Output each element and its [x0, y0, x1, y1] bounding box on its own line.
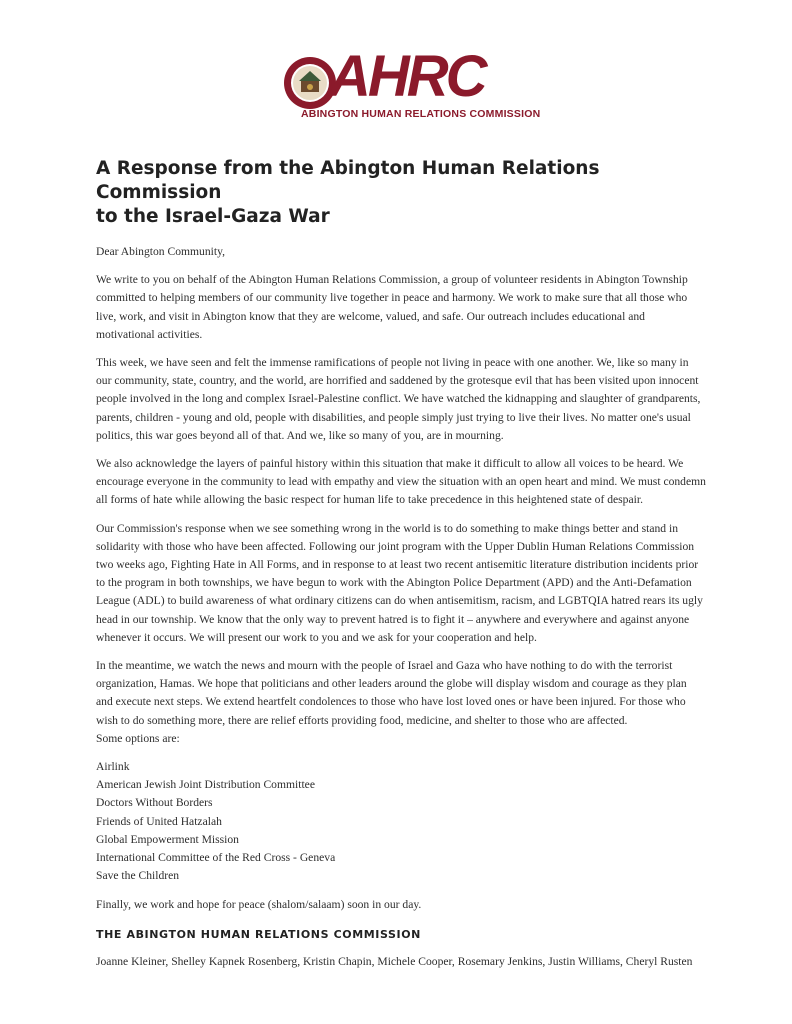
- paragraph-4: Our Commission's response when we see something wrong in the world is to do something to make things better and stand in solidarity with those who have been affected. Following our joint program with the Upper Dublin Human Relations Commission two weeks ago, Fighting Hate in All Forms, and in response to at least two recent antisemitic literature distribution incidents prior to the program in both townships, we have begun to work with the Abington Police Department (APD) and the Anti-Defamation League (ADL) to build awareness of what ordinary citizens can do when antisemitism, racism, and LGBTQIA hatred rears its ugly head in our township. We know that the only way to prevent hatred is to fight it – anywhere and everywhere and against anyone whenever it occurs. We will present our work to you and we ask for your cooperation and help.: [96, 521, 703, 644]
- title-line-1: A Response from the Abington Human Relations Commission: [96, 158, 600, 203]
- paragraph-2: This week, we have seen and felt the immense ramifications of people not living in peace with one another. We, like so many in our community, state, country, and the world, are horrified and saddened by the grotesque evil that has been visited upon innocent people involved in the long and complex Israel-Palestine conflict. We have watched the kidnapping and slaughter of grandparents, parents, children - young and old, people with disabilities, and people simply just trying to live their lives. No matter one's usual politics, this war goes beyond all of that. And we, like so many of you, are in mourning.: [96, 356, 701, 442]
- commission-members: Joanne Kleiner, Shelley Kapnek Rosenberg, Kristin Chapin, Michele Cooper, Rosemary Jenkins, Justin Williams, Cheryl Rusten: [96, 954, 693, 968]
- page-title: [96, 157, 706, 229]
- list-item: Airlink: [96, 760, 130, 774]
- paragraph-3: We also acknowledge the layers of painful history within this situation that make it difficult to allow all voices to be heard. We encourage everyone in the community to lead with empathy and view the situation with an open heart and mind. We must condemn all forms of hate while allowing the basic respect for human life to take precedence in this heightened state of despair.: [96, 457, 706, 507]
- relief-organizations-list: [96, 758, 706, 885]
- ahrc-logo: [283, 44, 541, 122]
- list-item: International Committee of the Red Cross - Geneva: [96, 851, 336, 865]
- paragraph-1: We write to you on behalf of the Abington Human Relations Commission, a group of volunteer residents in Abington Township committed to helping members of our community live together in peace and harmony. We work to make sure that all those who live, work, and visit in Abington know that they are welcome, valued, and safe. Our outreach includes educational and motivational activities.: [96, 273, 688, 341]
- logo-letters: AHRC: [329, 44, 485, 109]
- signature-title: THE ABINGTON HUMAN RELATIONS COMMISSION: [96, 927, 421, 941]
- logo-subtitle: ABINGTON HUMAN RELATIONS COMMISSION: [301, 108, 541, 120]
- options-intro: Some options are:: [96, 731, 180, 745]
- salutation: Dear Abington Community,: [96, 245, 226, 258]
- list-item: Doctors Without Borders: [96, 796, 213, 810]
- title-line-2: to the Israel-Gaza War: [96, 206, 330, 227]
- paragraph-5-text: In the meantime, we watch the news and mourn with the people of Israel and Gaza who have nothing to do with the terrorist organization, Hamas. We hope that politicians and other leaders around the globe will display wisdom and courage as they plan and execute next steps. We extend heartfelt condolences to those who have lost loved ones or have been injured. For those who wish to do something more, there are relief efforts providing food, medicine, and shelter to those who are affected.: [96, 659, 687, 727]
- paragraph-5: [96, 657, 706, 748]
- letter-body: [96, 157, 706, 971]
- list-item: American Jewish Joint Distribution Committee: [96, 778, 315, 792]
- list-item: Save the Children: [96, 869, 180, 883]
- list-item: Friends of United Hatzalah: [96, 814, 222, 828]
- list-item: Global Empowerment Mission: [96, 832, 239, 846]
- closing-line: Finally, we work and hope for peace (shalom/salaam) soon in our day.: [96, 897, 422, 911]
